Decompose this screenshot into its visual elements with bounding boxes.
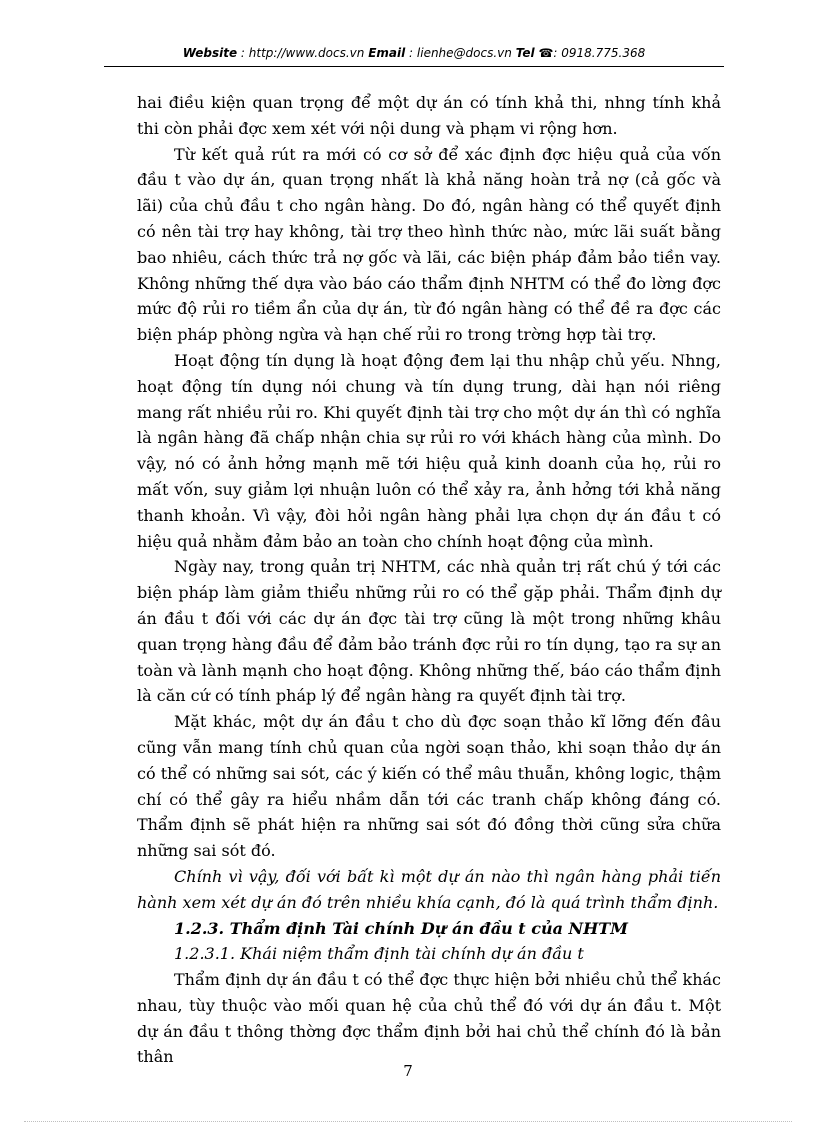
page-number: 7 bbox=[403, 1062, 413, 1080]
page-bottom-border bbox=[24, 1121, 792, 1122]
header-rule bbox=[104, 66, 724, 67]
paragraph: Thẩm định dự án đầu t có thể đợc thực hiện bởi nhiều chủ thể khác nhau, tùy thuộc vào mối quan hệ của chủ thể đó với dự án đầu t. Một dự án đầu t thông thờng đợc thẩm định bởi hai chủ thể chính đó là bản thân bbox=[137, 970, 721, 1067]
subsection-heading: 1.2.3.1. Khái niệm thẩm định tài chính dự án đầu t bbox=[174, 944, 584, 964]
page-header bbox=[104, 46, 724, 60]
paragraph: Từ kết quả rút ra mới có cơ sở để xác định đợc hiệu quả của vốn đầu t vào dự án, quan trọng nhất là khả năng hoàn trả nợ (cả gốc và lãi) của chủ đầu t cho ngân hàng. Do đó, ngân hàng có thể quyết định có nên tài trợ hay không, tài trợ theo hình thức nào, mức lãi suất bằng bao nhiêu, cách thức trả nợ gốc và lãi, các biện pháp đảm bảo tiền vay. Không những thế dựa vào báo cáo thẩm định NHTM có thể đo lờng đợc mức độ rủi ro tiềm ẩn của dự án, từ đó ngân hàng có thể đề ra đợc các biện pháp phòng ngừa và hạn chế rủi ro trong trờng hợp tài trợ. bbox=[137, 144, 721, 345]
website-label: Website bbox=[182, 46, 238, 60]
body-text bbox=[137, 90, 721, 1070]
website-url[interactable]: : http://www.docs.vn bbox=[240, 46, 365, 60]
tel-number: : 0918.775.368 bbox=[553, 46, 646, 60]
email-label: Email bbox=[368, 46, 406, 60]
email-address[interactable]: : lienhe@docs.vn bbox=[409, 46, 512, 60]
section-heading: 1.2.3. Thẩm định Tài chính Dự án đầu t của NHTM bbox=[174, 918, 628, 938]
paragraph: Mặt khác, một dự án đầu t cho dù đợc soạn thảo kĩ lỡng đến đâu cũng vẫn mang tính chủ quan của ngời soạn thảo, khi soạn thảo dự án có thể có những sai sót, các ý kiến có thể mâu thuẫn, không logic, thậm chí có thể gây ra hiểu nhầm dẫn tới các tranh chấp không đáng có. Thẩm định sẽ phát hiện ra những sai sót đó đồng thời cũng sửa chữa những sai sót đó. bbox=[137, 712, 721, 861]
paragraph: Ngày nay, trong quản trị NHTM, các nhà quản trị rất chú ý tới các biện pháp làm giảm thiểu những rủi ro có thể gặp phải. Thẩm định dự án đầu t đối với các dự án đợc tài trợ cũng là một trong những khâu quan trọng hàng đầu để đảm bảo tránh đợc rủi ro tín dụng, tạo ra sự an toàn và lành mạnh cho hoạt động. Không những thế, báo cáo thẩm định là căn cứ có tính pháp lý để ngân hàng ra quyết định tài trợ. bbox=[137, 557, 721, 706]
paragraph-italic: Chính vì vậy, đối với bất kì một dự án nào thì ngân hàng phải tiến hành xem xét dự án đó trên nhiều khía cạnh, đó là quá trình thẩm định. bbox=[137, 866, 721, 912]
phone-icon: ☎ bbox=[538, 46, 554, 60]
paragraph: Hoạt động tín dụng là hoạt động đem lại thu nhập chủ yếu. Nhng, hoạt động tín dụng nói chung và tín dụng trung, dài hạn nói riêng mang rất nhiều rủi ro. Khi quyết định tài trợ cho một dự án thì có nghĩa là ngân hàng đã chấp nhận chia sự rủi ro với khách hàng của mình. Do vậy, nó có ảnh hởng mạnh mẽ tới hiệu quả kinh doanh của họ, rủi ro mất vốn, suy giảm lợi nhuận luôn có thể xảy ra, ảnh hởng tới khả năng thanh khoản. Vì vậy, đòi hỏi ngân hàng phải lựa chọn dự án đầu t có hiệu quả nhằm đảm bảo an toàn cho chính hoạt động của mình. bbox=[137, 350, 721, 551]
tel-label: Tel bbox=[515, 46, 535, 60]
paragraph: hai điều kiện quan trọng để một dự án có tính khả thi, nhng tính khả thi còn phải đợc xem xét với nội dung và phạm vi rộng hơn. bbox=[137, 93, 721, 138]
